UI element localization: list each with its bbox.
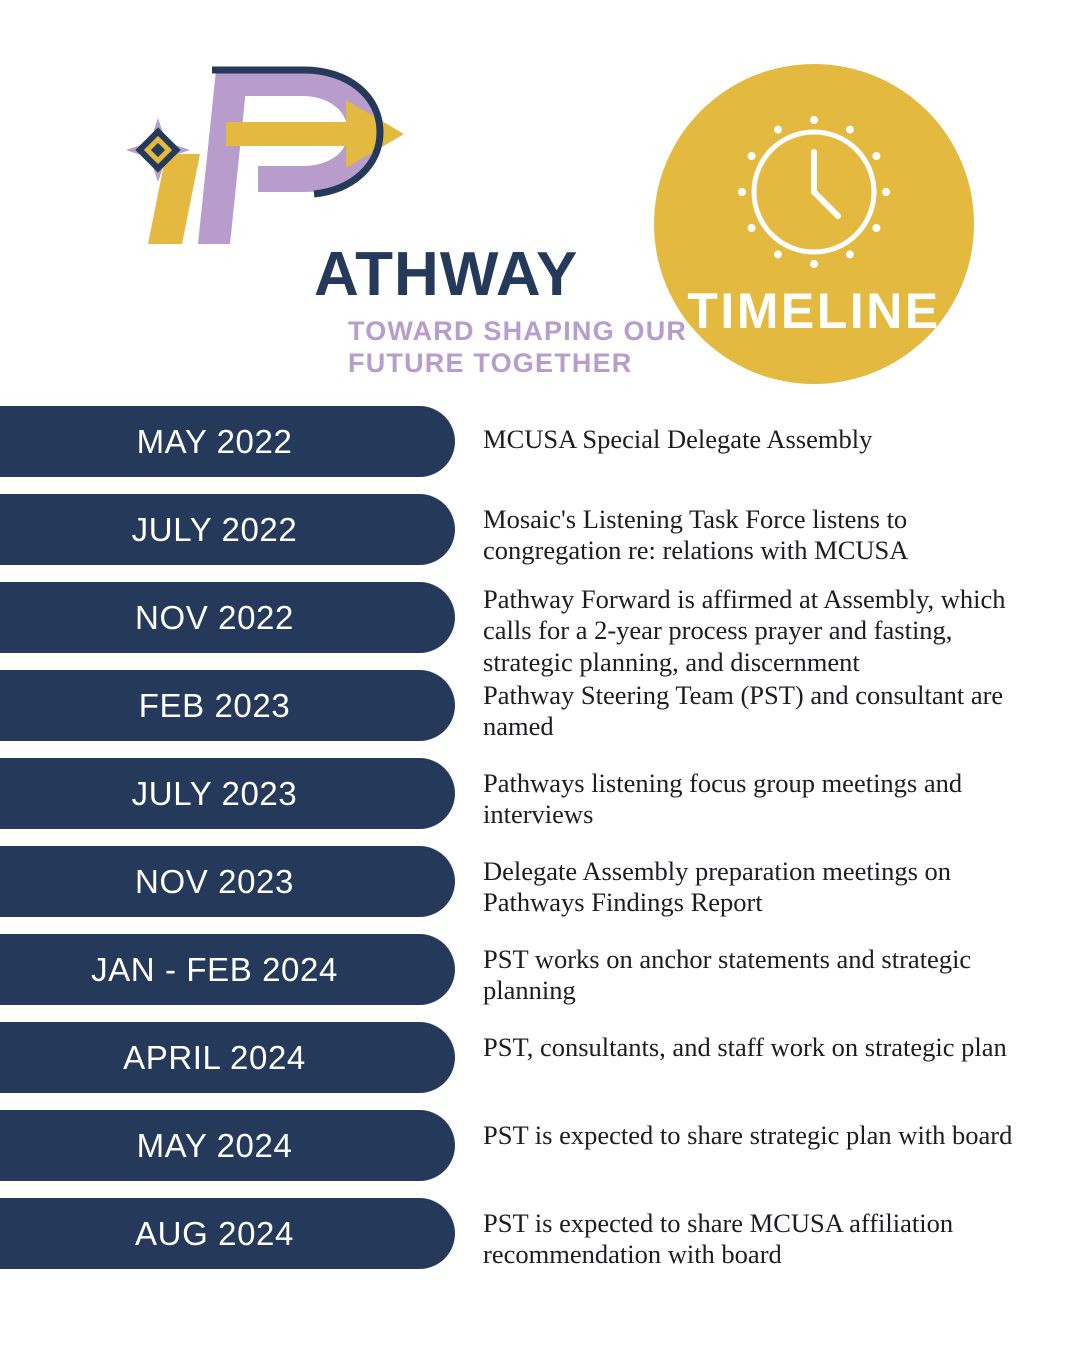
- timeline-row: [0, 846, 1080, 934]
- timeline-description: Pathway Forward is affirmed at Assembly, which calls for a 2-year process prayer and fasting, strategic planning, and discernment: [483, 584, 1006, 677]
- timeline-row: [0, 1022, 1080, 1110]
- timeline-date-label: JULY 2023: [131, 774, 298, 812]
- timeline-description: Pathway Steering Team (PST) and consultant are named: [483, 680, 1004, 742]
- timeline-description: Delegate Assembly preparation meetings on Pathways Findings Report: [483, 856, 952, 918]
- timeline-row: [0, 758, 1080, 846]
- timeline-date-pill: [0, 1110, 455, 1181]
- timeline-date-label: FEB 2023: [138, 686, 291, 724]
- timeline-date-pill: [0, 582, 455, 653]
- timeline-description: MCUSA Special Delegate Assembly: [483, 424, 873, 454]
- timeline-description: Pathways listening focus group meetings and interviews: [483, 768, 963, 830]
- header: [0, 0, 1080, 392]
- timeline-description: Mosaic's Listening Task Force listens to congregation re: relations with MCUSA: [483, 504, 909, 566]
- timeline-date-pill: [0, 494, 455, 565]
- timeline-list: [0, 406, 1080, 1286]
- timeline-date-label: NOV 2023: [135, 862, 294, 900]
- timeline-row: [0, 934, 1080, 1022]
- timeline-date-label: MAY 2022: [136, 422, 293, 460]
- timeline-row: [0, 1110, 1080, 1198]
- timeline-date-pill: [0, 846, 455, 917]
- pathway-arrow-logo-icon: [108, 62, 408, 252]
- logo-tagline: TOWARD SHAPING OUR FUTURE TOGETHER: [348, 316, 688, 378]
- timeline-row: [0, 1198, 1080, 1286]
- timeline-description: PST is expected to share MCUSA affiliation recommendation with board: [483, 1208, 954, 1270]
- clock-icon: [734, 112, 894, 272]
- timeline-description: PST, consultants, and staff work on strategic plan: [483, 1032, 1007, 1062]
- timeline-badge-label: TIMELINE: [687, 283, 941, 339]
- timeline-date-label: MAY 2024: [136, 1126, 293, 1164]
- timeline-date-label: JULY 2022: [131, 510, 298, 548]
- timeline-row: [0, 670, 1080, 758]
- timeline-date-pill: [0, 1022, 455, 1093]
- pathway-logo: [108, 62, 688, 378]
- timeline-date-label: NOV 2022: [135, 598, 294, 636]
- timeline-description: PST is expected to share strategic plan with board: [483, 1120, 1013, 1150]
- timeline-row: [0, 494, 1080, 582]
- logo-wordmark: ATHWAY: [314, 240, 579, 309]
- timeline-badge: [654, 64, 974, 384]
- timeline-date-pill: [0, 406, 455, 477]
- timeline-row: [0, 406, 1080, 494]
- timeline-date-label: APRIL 2024: [123, 1038, 306, 1076]
- timeline-date-pill: [0, 670, 455, 741]
- timeline-date-pill: [0, 1198, 455, 1269]
- timeline-date-label: JAN - FEB 2024: [91, 950, 338, 988]
- timeline-row: [0, 582, 1080, 677]
- timeline-date-pill: [0, 934, 455, 1005]
- timeline-date-label: AUG 2024: [135, 1214, 294, 1252]
- timeline-description: PST works on anchor statements and strategic planning: [483, 944, 972, 1006]
- timeline-date-pill: [0, 758, 455, 829]
